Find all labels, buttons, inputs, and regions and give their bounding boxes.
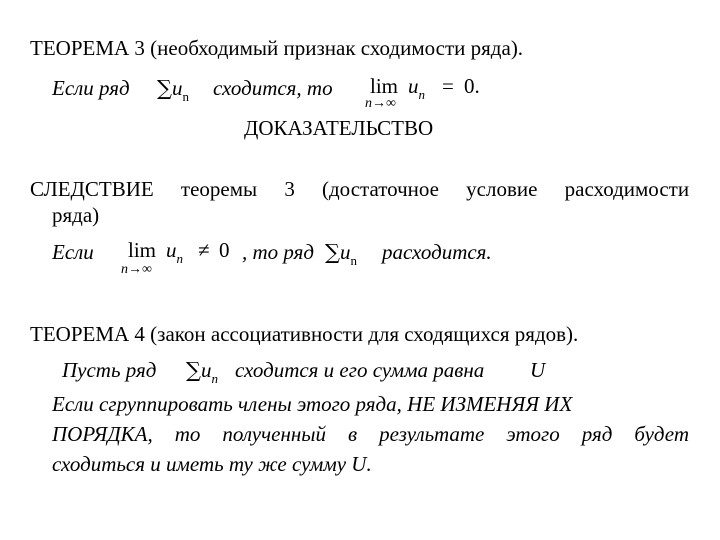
paragraph-line-1: Если сгруппировать члены этого ряда, НЕ ИЗМЕНЯЯ ИХ <box>52 392 573 416</box>
paragraph-word: результате <box>379 422 485 446</box>
sum-variable: U <box>530 358 546 382</box>
diverges-label: расходится. <box>382 240 492 264</box>
limit-term: u <box>166 238 177 262</box>
arrow-icon: → <box>128 262 142 277</box>
corollary-word: 3 <box>284 177 295 201</box>
series-index: n <box>211 371 218 386</box>
converges-then: сходится, то <box>213 76 333 100</box>
if-label: Если ряд <box>52 76 130 100</box>
sum-clause: сходится и его сумма равна <box>235 358 485 382</box>
corollary-if-label: Если <box>52 240 94 264</box>
theorem-3-title: ТЕОРЕМА 3 (необходимый признак сходимости ряда). <box>30 36 524 60</box>
limit-value: 0 <box>219 238 230 262</box>
sum-symbol: ∑ <box>186 358 201 382</box>
not-equal-sign: ≠ <box>198 238 210 262</box>
limit-term-index: n <box>418 87 425 102</box>
corollary-word: расходимости <box>564 177 690 201</box>
limit-value: 0 <box>464 74 475 98</box>
corollary-word: теоремы <box>180 177 258 201</box>
series-term: u <box>201 358 212 382</box>
paragraph-word: будет <box>634 422 689 446</box>
corollary-word: условие <box>466 177 538 201</box>
paragraph-line-2 <box>52 422 689 446</box>
paragraph-line-3: сходиться и иметь ту же сумму U. <box>52 452 372 476</box>
paragraph-word: полученный <box>222 422 326 446</box>
limit-var: n <box>121 262 128 277</box>
paragraph-word: то <box>174 422 201 446</box>
limit-period: . <box>474 74 480 98</box>
paragraph-word: этого <box>506 422 560 446</box>
sum-symbol: ∑ <box>157 76 172 100</box>
then-series-label: , то ряд <box>242 240 315 264</box>
series-term: u <box>340 240 351 264</box>
arrow-icon: → <box>372 96 386 111</box>
paragraph-word: ПОРЯДКА, <box>52 422 153 446</box>
proof-label: ДОКАЗАТЕЛЬСТВО <box>244 116 434 140</box>
series-expression <box>186 358 218 391</box>
corollary-title-line-2: ряда) <box>52 203 100 227</box>
sum-symbol: ∑ <box>325 240 340 264</box>
series-term: u <box>172 76 183 100</box>
equals-sign: = <box>442 74 454 98</box>
corollary-word: (достаточное <box>322 177 439 201</box>
infinity-symbol: ∞ <box>386 96 396 111</box>
lim-word: lim <box>370 74 399 98</box>
lim-word: lim <box>128 238 157 262</box>
limit-subscript <box>365 96 396 112</box>
limit-var: n <box>365 96 372 111</box>
series-expression <box>325 240 357 273</box>
limit-term: u <box>408 74 419 98</box>
series-expression <box>157 76 189 109</box>
corollary-title-line-1 <box>30 177 689 201</box>
limit-subscript <box>121 262 152 278</box>
infinity-symbol: ∞ <box>142 262 152 277</box>
paragraph-word: в <box>348 422 358 446</box>
limit-term-index: n <box>176 251 183 266</box>
theorem-4-title: ТЕОРЕМА 4 (закон ассоциативности для сходящихся рядов). <box>30 322 579 346</box>
theorem-3-statement <box>52 76 130 100</box>
corollary-word: СЛЕДСТВИЕ <box>30 177 154 201</box>
series-index: n <box>350 253 357 268</box>
paragraph-word: ряд <box>581 422 613 446</box>
series-index: n <box>182 89 189 104</box>
let-label: Пусть ряд <box>62 358 157 382</box>
